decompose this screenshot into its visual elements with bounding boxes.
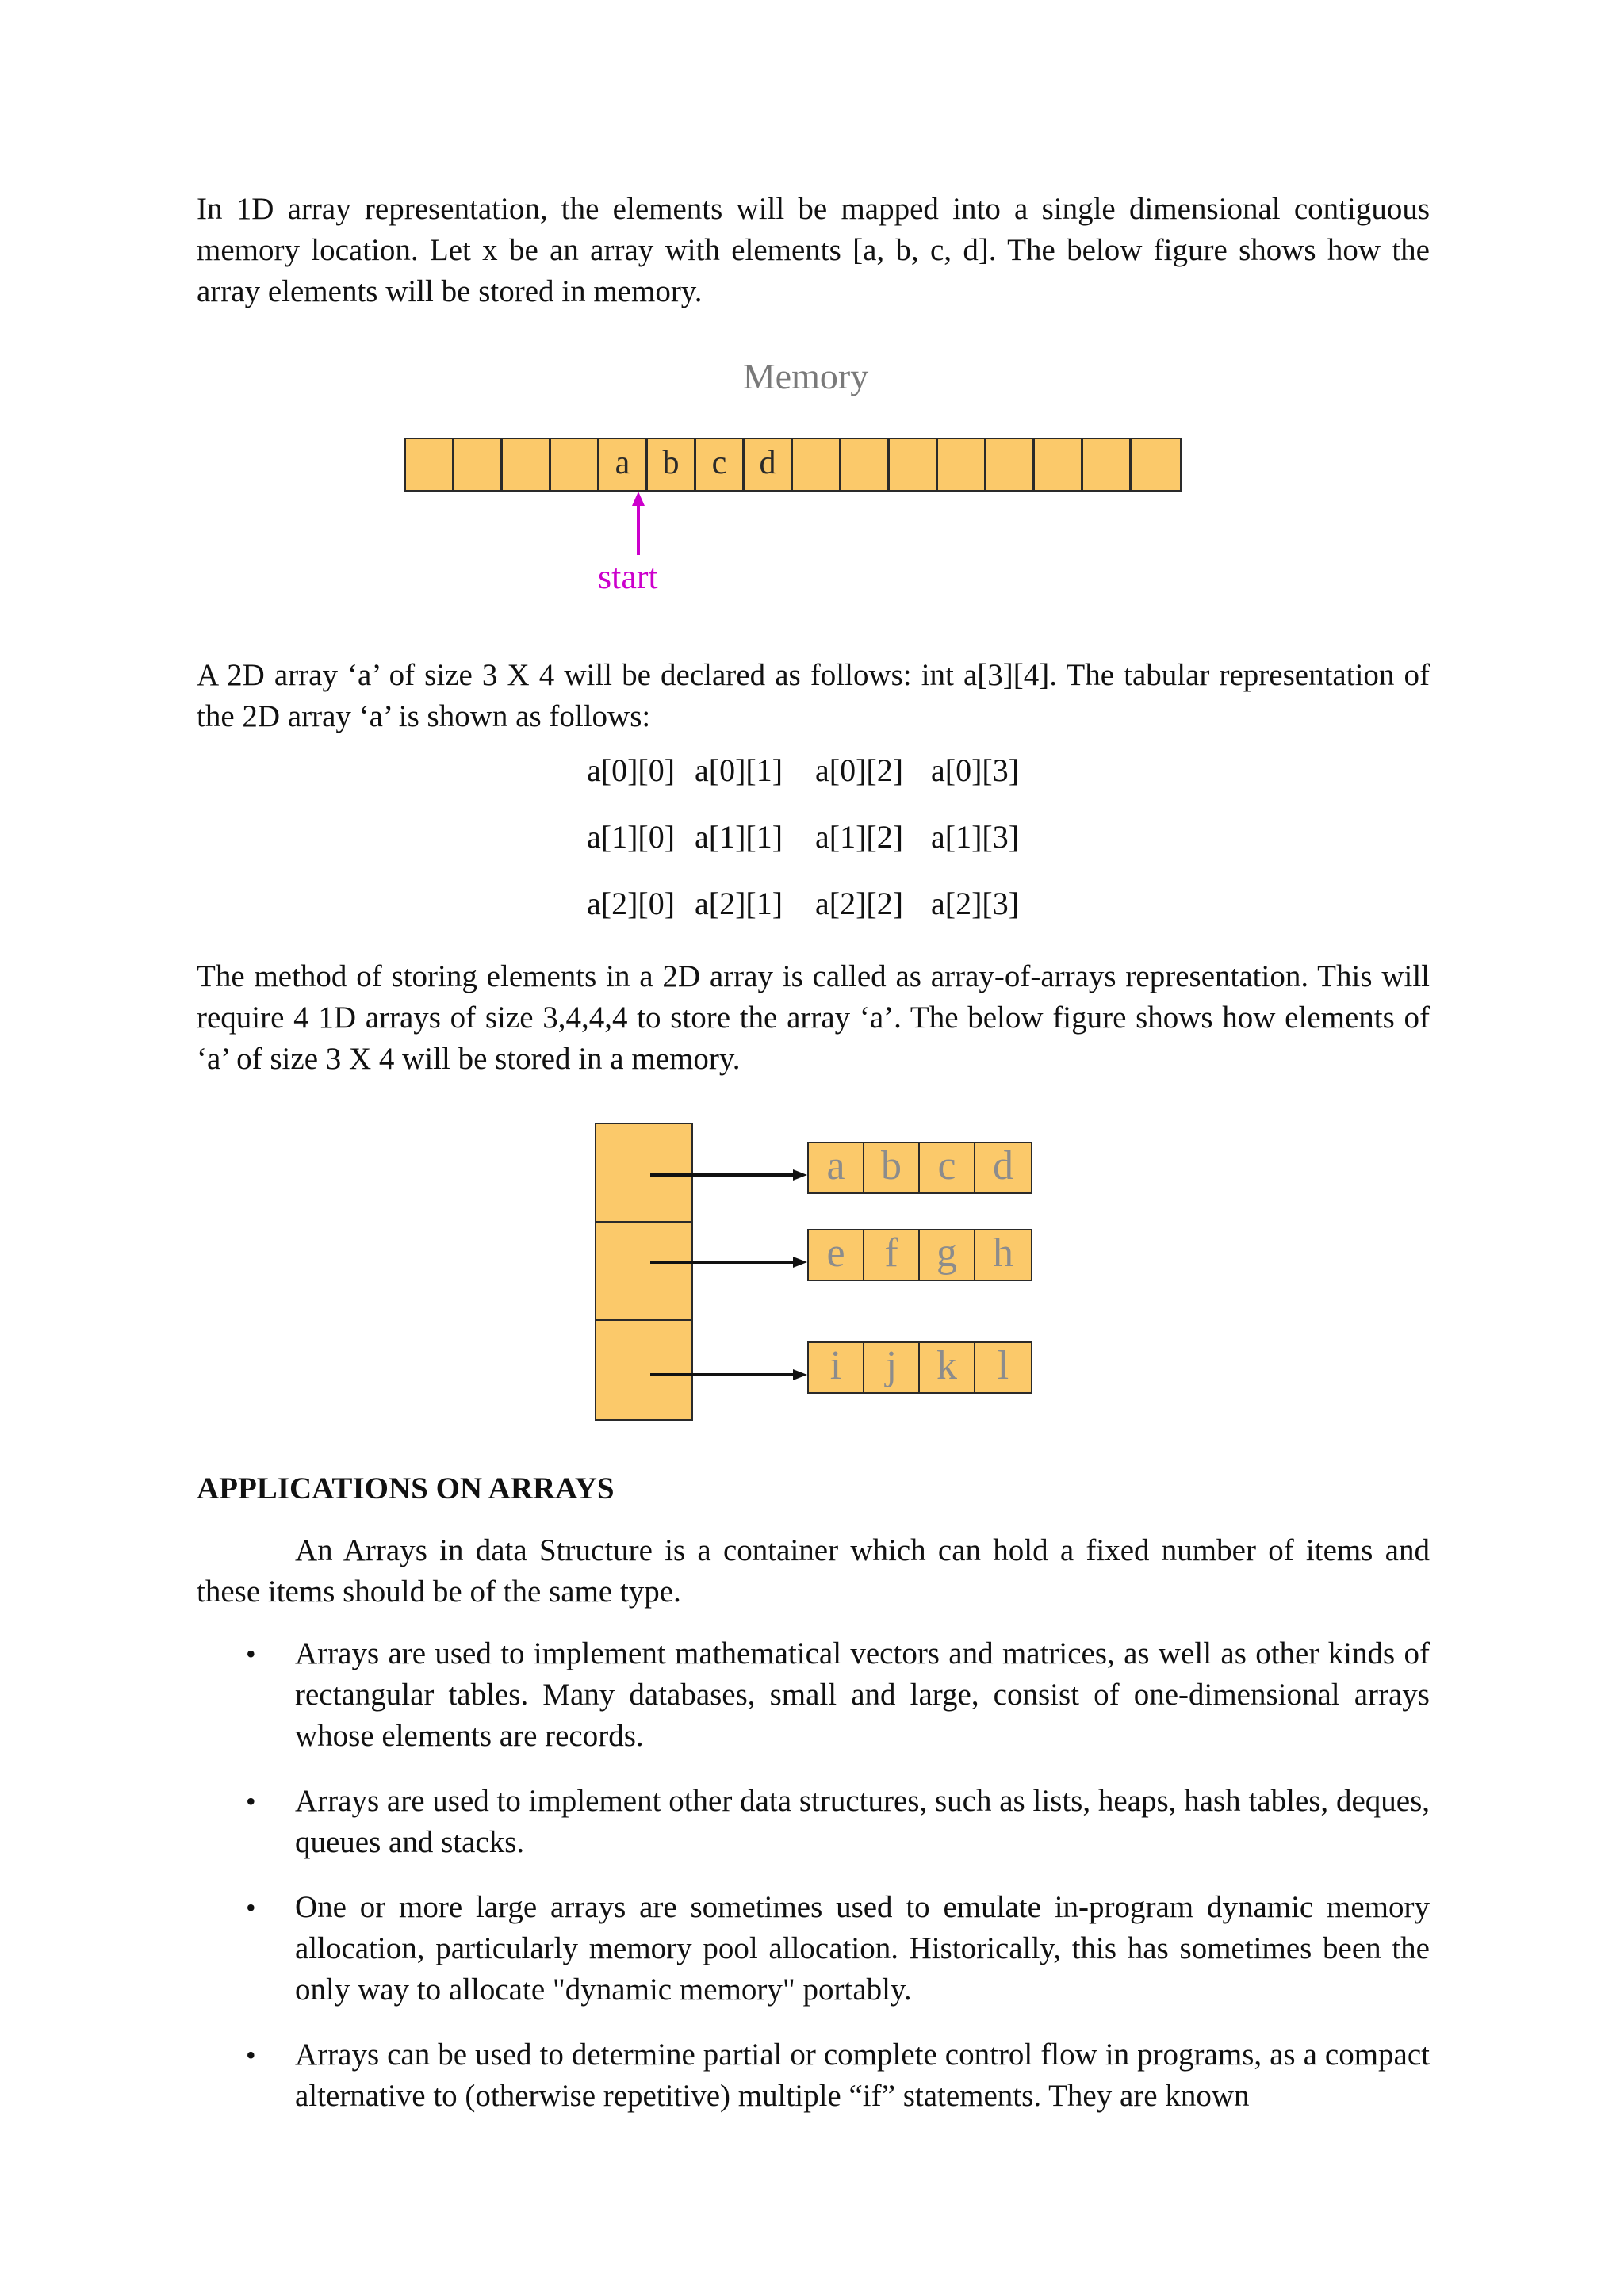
memory-cell-empty: [890, 439, 938, 490]
bullet-icon: •: [246, 1638, 256, 1670]
memory-cell-empty: [454, 439, 503, 490]
memory-cell-empty: [1132, 439, 1180, 490]
start-label: start: [598, 557, 658, 596]
array-cell: j: [864, 1343, 920, 1392]
memory-cell-b: b: [648, 439, 696, 490]
list-item-text: Arrays are used to implement other data structures, such as lists, heaps, hash tables, deques, queues and stacks.: [295, 1784, 1430, 1859]
intro-paragraph: In 1D array representation, the elements will be mapped into a single dimensional contiguous memory location. Let x be an array with elements [a, b, c, d]. The below figure shows how the array elements will be stored in memory.: [197, 192, 1430, 308]
pointer-arrow-icon: [650, 1257, 807, 1268]
paragraph-2d-array: A 2D array ‘a’ of size 3 X 4 will be declared as follows: int a[3][4]. The tabular representation of the 2D array ‘a’ is shown as follows:: [197, 658, 1430, 733]
array-cell: i: [809, 1343, 864, 1392]
table-cell: a[0][0]: [587, 752, 676, 788]
memory-cell-d: d: [745, 439, 793, 490]
array-cell: g: [920, 1230, 975, 1280]
table-cell: a[0][3]: [931, 752, 1020, 788]
array-row: [807, 1229, 1032, 1281]
memory-cell-empty: [406, 439, 454, 490]
bullet-icon: •: [246, 1785, 256, 1817]
list-item: [197, 1781, 1430, 1863]
memory-cell-empty: [1035, 439, 1083, 490]
array-cell: c: [920, 1143, 975, 1192]
table-cell: a[1][3]: [931, 819, 1020, 855]
array-row: [807, 1142, 1032, 1194]
array-cell: a: [809, 1143, 864, 1192]
memory-cell-empty: [1083, 439, 1132, 490]
array-cell: h: [993, 1230, 1013, 1276]
memory-cell-c: c: [696, 439, 745, 490]
array-cell: l: [997, 1343, 1009, 1388]
paragraph-array-of-arrays: The method of storing elements in a 2D array is called as array-of-arrays representation. This will require 4 1D arrays of size 3,4,4,4 to store the array ‘a’. The below figure shows how elements of ‘a’ of size 3 X 4 will be stored in a memory.: [197, 959, 1430, 1076]
table-cell: a[0][2]: [815, 752, 904, 788]
start-arrow-icon: [630, 492, 646, 555]
memory-cell-empty: [551, 439, 599, 490]
array-cell: k: [920, 1343, 975, 1392]
list-item-text: Arrays can be used to determine partial or complete control flow in programs, as a compact alternative to (otherwise repetitive) multiple “if” statements. They are known: [295, 2038, 1430, 2113]
table-row: [587, 883, 1039, 950]
table-cell: a[2][2]: [815, 886, 904, 921]
memory-cell-empty: [938, 439, 986, 490]
applications-list: [197, 1633, 1430, 2141]
table-cell: a[2][3]: [931, 886, 1020, 921]
array-cell: d: [993, 1143, 1013, 1188]
memory-1d-figure: [404, 355, 1207, 625]
memory-title: Memory: [742, 356, 869, 396]
memory-cell-empty: [503, 439, 551, 490]
table-cell: a[1][1]: [695, 819, 783, 855]
memory-cell-empty: [793, 439, 841, 490]
list-item: [197, 1887, 1430, 2011]
list-item-text: One or more large arrays are sometimes used to emulate in-program dynamic memory allocation, particularly memory pool allocation. Historically, this has sometimes been the only way to allocate "dynamic memory" portably.: [295, 1890, 1430, 2007]
table-row: [587, 750, 1039, 817]
list-item: [197, 1633, 1430, 1757]
array-of-arrays-figure: [595, 1123, 1039, 1424]
memory-row: [404, 438, 1182, 492]
memory-cell-empty: [986, 439, 1035, 490]
array-row: [807, 1341, 1032, 1394]
pointer-arrow-icon: [650, 1369, 807, 1380]
table-cell: a[1][2]: [815, 819, 904, 855]
applications-paragraph: An Arrays in data Structure is a container which can hold a fixed number of items and these items should be of the same type.: [197, 1533, 1430, 1609]
table-cell: a[0][1]: [695, 752, 783, 788]
memory-cell-a: a: [599, 439, 648, 490]
array-cell: b: [864, 1143, 920, 1192]
table-cell: a[2][0]: [587, 886, 676, 921]
bullet-icon: •: [246, 1892, 256, 1923]
table-cell: a[1][0]: [587, 819, 676, 855]
document-page: [197, 189, 1430, 2113]
table-row: [587, 817, 1039, 883]
bullet-icon: •: [246, 2039, 256, 2071]
array-cell: e: [809, 1230, 864, 1280]
section-heading: APPLICATIONS ON ARRAYS: [197, 1471, 615, 1506]
list-item-text: Arrays are used to implement mathematical vectors and matrices, as well as other kinds of rectangular tables. Many databases, small and large, consist of one-dimensional arrays whose elements are records.: [295, 1636, 1430, 1753]
pointer-arrow-icon: [650, 1169, 807, 1181]
array-cell: f: [864, 1230, 920, 1280]
table-2d-array: [587, 750, 1039, 950]
table-cell: a[2][1]: [695, 886, 783, 921]
list-item: [197, 2034, 1430, 2117]
memory-cell-empty: [841, 439, 890, 490]
